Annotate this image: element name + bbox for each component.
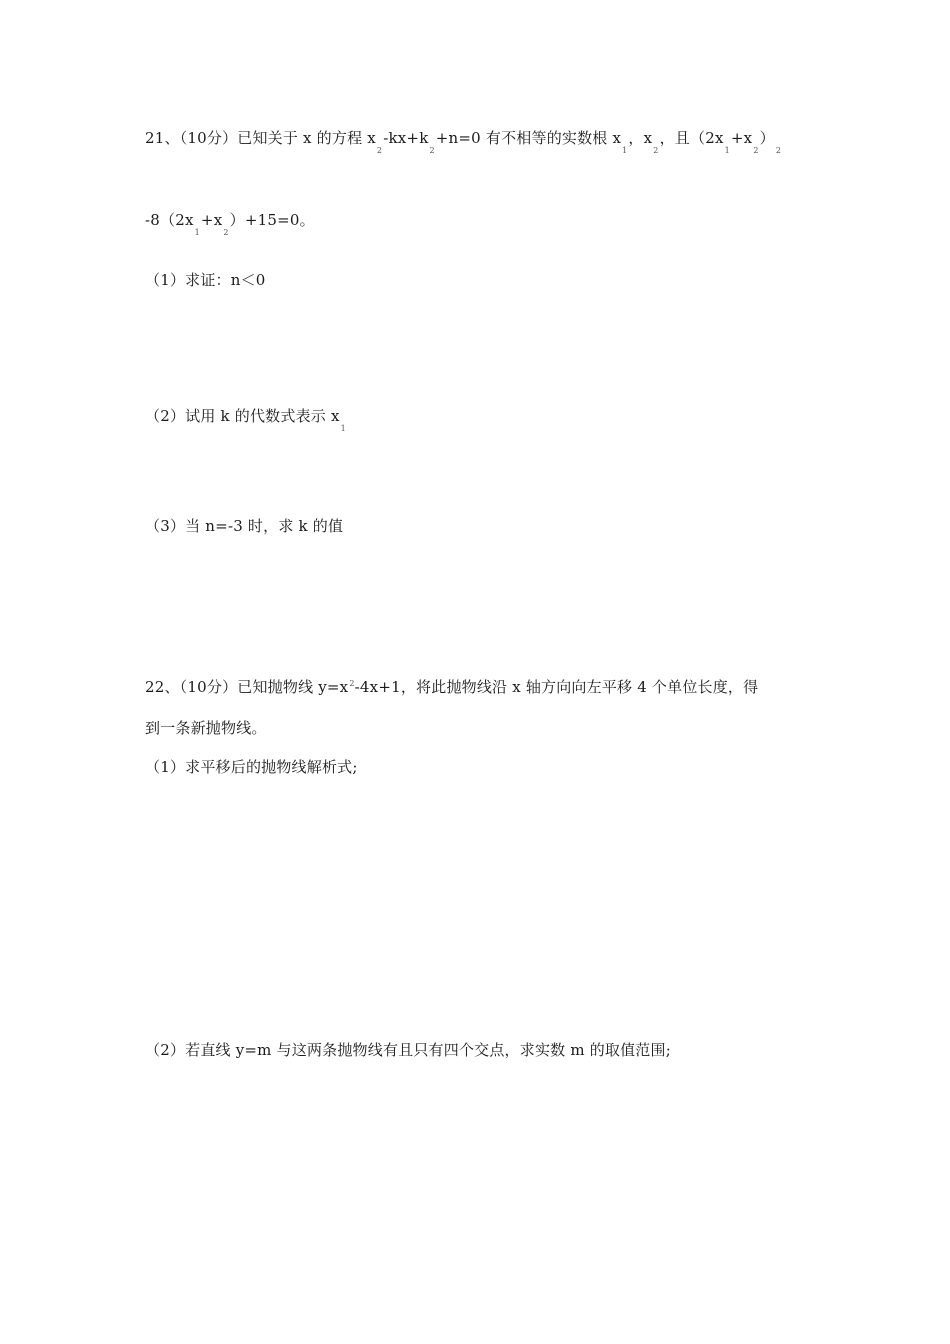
subscript: 2	[223, 228, 229, 237]
q21-score: （10分）	[179, 129, 238, 147]
q21-text: +n=0 有不相等的实数根 x	[435, 129, 622, 147]
q21-part2-text: （2）试用 k 的代数式表示 x	[145, 407, 340, 425]
q21-text: ）	[759, 129, 775, 147]
q22-part2: （2）若直线 y=m 与这两条抛物线有且只有四个交点，求实数 m 的取值范围;	[145, 1041, 671, 1059]
q21-continuation	[145, 210, 315, 237]
subscript: 1	[340, 424, 346, 433]
q21-text: ，x	[628, 129, 653, 147]
superscript: 2	[349, 679, 355, 688]
q22-header	[145, 677, 758, 700]
q21-header	[145, 128, 782, 155]
q21-part3: （3）当 n=-3 时，求 k 的值	[145, 517, 344, 535]
q21-text: +x	[200, 211, 223, 229]
q21-part1: （1）求证：n＜0	[145, 271, 266, 289]
subscript: 2	[653, 146, 659, 155]
q22-text: -4x+1，将此抛物线沿 x 轴方向向左平移 4 个单位长度，得	[354, 678, 759, 696]
q21-text: 已知关于 x 的方程 x	[237, 129, 376, 147]
q21-text: ，且（2x	[659, 129, 724, 147]
subscript: 1	[622, 146, 628, 155]
q21-text: +x	[730, 129, 753, 147]
q21-text: ）+15=0。	[229, 211, 315, 229]
subscript: 2	[376, 146, 383, 155]
subscript: 2	[775, 146, 782, 155]
q21-text: -kx+k	[383, 129, 429, 147]
q22-continuation: 到一条新抛物线。	[145, 719, 267, 737]
q22-part1: （1）求平移后的抛物线解析式;	[145, 758, 358, 776]
subscript: 2	[753, 146, 759, 155]
subscript: 1	[724, 146, 730, 155]
q22-text: 22、（10分）已知抛物线 y=x	[145, 678, 349, 696]
q21-number: 21、	[145, 129, 180, 147]
subscript: 2	[429, 146, 435, 155]
q21-text: -8（2x	[145, 211, 194, 229]
q21-part2	[145, 406, 347, 433]
subscript: 1	[194, 228, 200, 237]
